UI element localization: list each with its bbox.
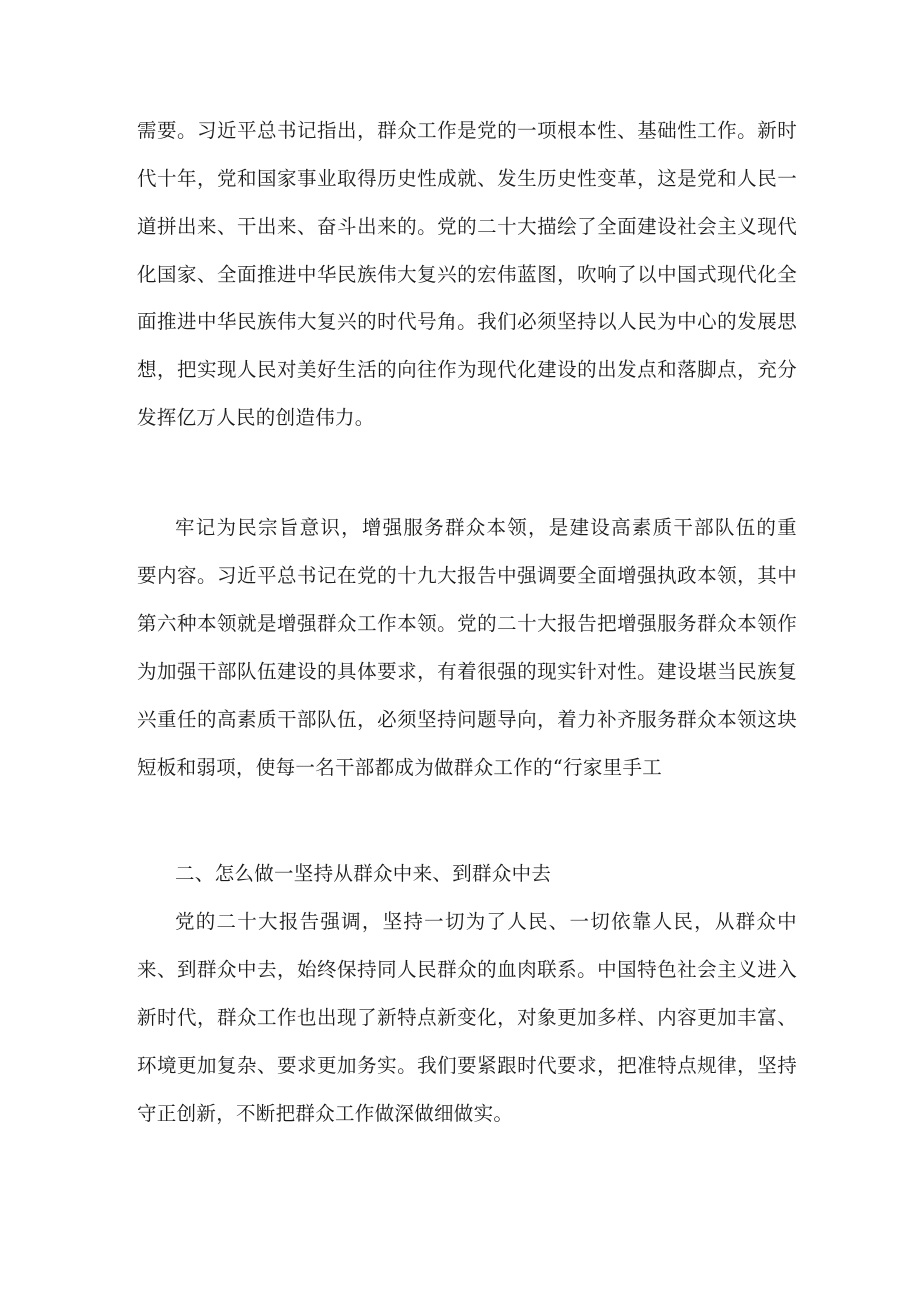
text-line: 守正创新，不断把群众工作做深做细做实。 — [137, 1102, 514, 1125]
text-line: 环境更加复杂、要求更加务实。我们要紧跟时代要求，把准特点规律，坚持 — [137, 1054, 797, 1077]
text-line: 党的二十大报告强调，坚持一切为了人民、一切依靠人民，从群众中 — [175, 910, 797, 933]
text-line: 兴重任的高素质干部队伍，必须坚持问题导向，着力补齐服务群众本领这块 — [137, 708, 797, 731]
text-line: 来、到群众中去，始终保持同人民群众的血肉联系。中国特色社会主义进入 — [137, 958, 797, 981]
text-line: 需要。习近平总书记指出，群众工作是党的一项根本性、基础性工作。新时 — [137, 119, 797, 142]
section-heading: 二、怎么做一坚持从群众中来、到群众中去 — [175, 862, 552, 885]
text-line: 面推进中华民族伟大复兴的时代号角。我们必须坚持以人民为中心的发展思 — [137, 310, 797, 333]
text-line: 发挥亿万人民的创造伟力。 — [137, 406, 375, 429]
text-line: 代十年，党和国家事业取得历史性成就、发生历史性变革，这是党和人民一 — [137, 167, 797, 190]
text-line: 想，把实现人民对美好生活的向往作为现代化建设的出发点和落脚点，充分 — [137, 358, 797, 381]
text-line: 第六种本领就是增强群众工作本领。党的二十大报告把增强服务群众本领作 — [137, 612, 797, 635]
text-line: 牢记为民宗旨意识，增强服务群众本领，是建设高素质干部队伍的重 — [175, 516, 797, 539]
text-line: 道拼出来、干出来、奋斗出来的。党的二十大描绘了全面建设社会主义现代 — [137, 215, 797, 238]
text-line: 化国家、全面推进中华民族伟大复兴的宏伟蓝图，吹响了以中国式现代化全 — [137, 263, 797, 286]
text-line: 为加强干部队伍建设的具体要求，有着很强的现实针对性。建设堪当民族复 — [137, 660, 797, 683]
text-line: 新时代，群众工作也出现了新特点新变化，对象更加多样、内容更加丰富、 — [137, 1006, 797, 1029]
text-line: 要内容。习近平总书记在党的十九大报告中强调要全面增强执政本领，其中 — [137, 564, 797, 587]
text-line: 短板和弱项，使每一名干部都成为做群众工作的“行家里手工 — [137, 756, 663, 779]
